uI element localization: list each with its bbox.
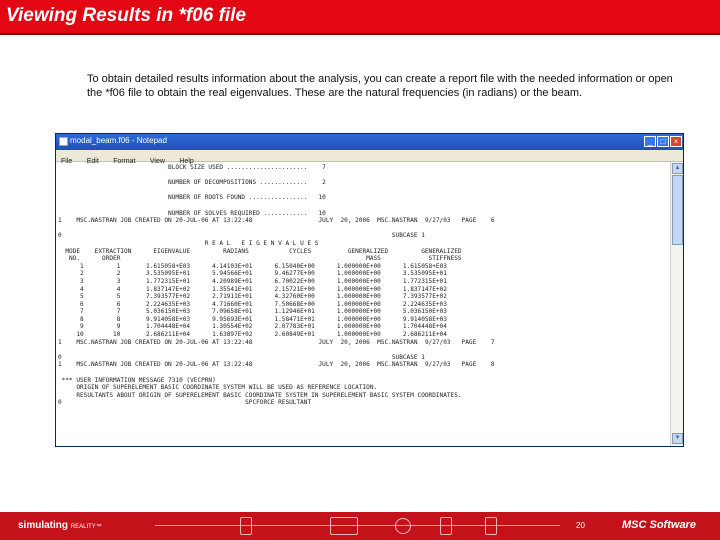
text-area[interactable] — [58, 164, 670, 445]
scroll-up-icon[interactable]: ▲ — [672, 163, 683, 174]
title-underline — [0, 33, 720, 35]
vertical-scrollbar[interactable] — [670, 162, 683, 446]
plane-icon — [240, 517, 252, 535]
maximize-button[interactable]: □ — [657, 136, 669, 147]
train-icon — [330, 517, 358, 535]
close-button[interactable]: × — [670, 136, 682, 147]
notepad-icon — [59, 137, 68, 146]
scroll-thumb[interactable] — [672, 175, 683, 245]
window-titlebar[interactable] — [56, 134, 683, 150]
brand-tagline — [18, 520, 102, 531]
page-number: 20 — [576, 521, 585, 530]
scroll-down-icon[interactable]: ▼ — [672, 433, 683, 444]
brand-word: simulating — [18, 520, 69, 531]
minimize-button[interactable]: _ — [644, 136, 656, 147]
menu-format[interactable]: Format — [113, 158, 136, 165]
menu-file[interactable]: File — [61, 158, 73, 165]
notepad-window — [55, 133, 684, 447]
window-title: modal_beam.f06 - Notepad — [70, 136, 167, 145]
phone-icon — [440, 517, 452, 535]
intro-paragraph: To obtain detailed results information about the analysis, you can create a report file with the needed information or open the *f06 file to obtain the real eigenvalues. These are the natural frequencies (in radians) or the beam. — [87, 73, 673, 99]
gear-icon — [395, 518, 411, 534]
menu-view[interactable]: View — [149, 158, 165, 165]
f06-file-text: BLOCK SIZE USED ...................... 7 NUMBER OF DECOMPOSITIONS ............. 2 NUMBER OF ROOTS FOUND ................ 10 NUMBER OF SOLVES REQUIRED ............ 10 1 MSC.NASTRAN JOB CREATED ON 20-JUL-06 AT 13:22:48 JULY 20, 2006 MSC.NASTRAN 9/27/03 PAGE 6 0 SUBCASE 1 R E A L E I G E N V A L U E S MODE EXTRACTION EIGENVALUE RADIANS CYCLES GENERALIZED GENERALIZED NO. ORDER MASS STIFFNESS 1 1 1.615058+E03 4.14103E+01 6.15040E+00 1.000000E+00 1.615058+E03 2 2 3.535095E+01 5.94566E+01 9.46277E+00 1.000000E+00 3.535095E+01 3 3 1.772315E+01 4.20989E+01 6.70022E+00 1.000000E+00 1.772315E+01 4 4 1.837147E+02 1.35541E+01 2.15721E+00 1.000000E+00 1.837147E+02 5 5 7.393577E+02 2.71911E+01 4.32760E+00 1.000000E+00 7.393577E+02 6 6 2.224635E+03 4.71660E+01 7.50668E+00 1.000000E+00 2.224635E+03 7 7 5.036150E+03 7.09658E+01 1.12946E+01 1.000000E+00 5.036150E+03 8 8 9.914058E+03 9.95693E+01 1.58471E+01 1.000000E+00 9.914058E+03 9 9 1.704448E+04 1.30554E+02 2.07783E+01 1.000000E+00 1.704448E+04 10 10 2.686211E+04 1.63897E+02 2.60849E+01 1.000000E+00 2.686211E+04 1 MSC.NASTRAN JOB CREATED ON 20-JUL-06 AT 13:22:48 JULY 20, 2006 MSC.NASTRAN 9/27/03 PAGE 7 0 SUBCASE 1 1 MSC.NASTRAN JOB CREATED ON 20-JUL-06 AT 13:22:48 JULY 20, 2006 MSC.NASTRAN 9/27/03 PAGE 8 *** USER INFORMATION MESSAGE 7310 (VECPRN) ORIGIN OF SUPERELEMENT BASIC COORDINATE SYSTEM WILL BE USED AS REFERENCE LOCATION. RESULTANTS ABOUT ORIGIN OF SUPERELEMENT BASIC COORDINATE SYSTEM IN SUPERELEMENT BASIC SYSTEM COORDINATES. 0 SPCFORCE RESULTANT — [58, 164, 495, 407]
person-icon — [485, 517, 497, 535]
footer-bar — [0, 512, 720, 540]
slide-title: Viewing Results in *f06 file — [6, 5, 247, 26]
title-bar — [0, 0, 720, 33]
menu-help[interactable]: Help — [179, 158, 194, 165]
menu-edit[interactable]: Edit — [86, 158, 99, 165]
menu-bar — [56, 150, 683, 165]
msc-software-logo: MSC Software — [622, 519, 696, 531]
brand-sub: REALITY™ — [70, 524, 102, 530]
